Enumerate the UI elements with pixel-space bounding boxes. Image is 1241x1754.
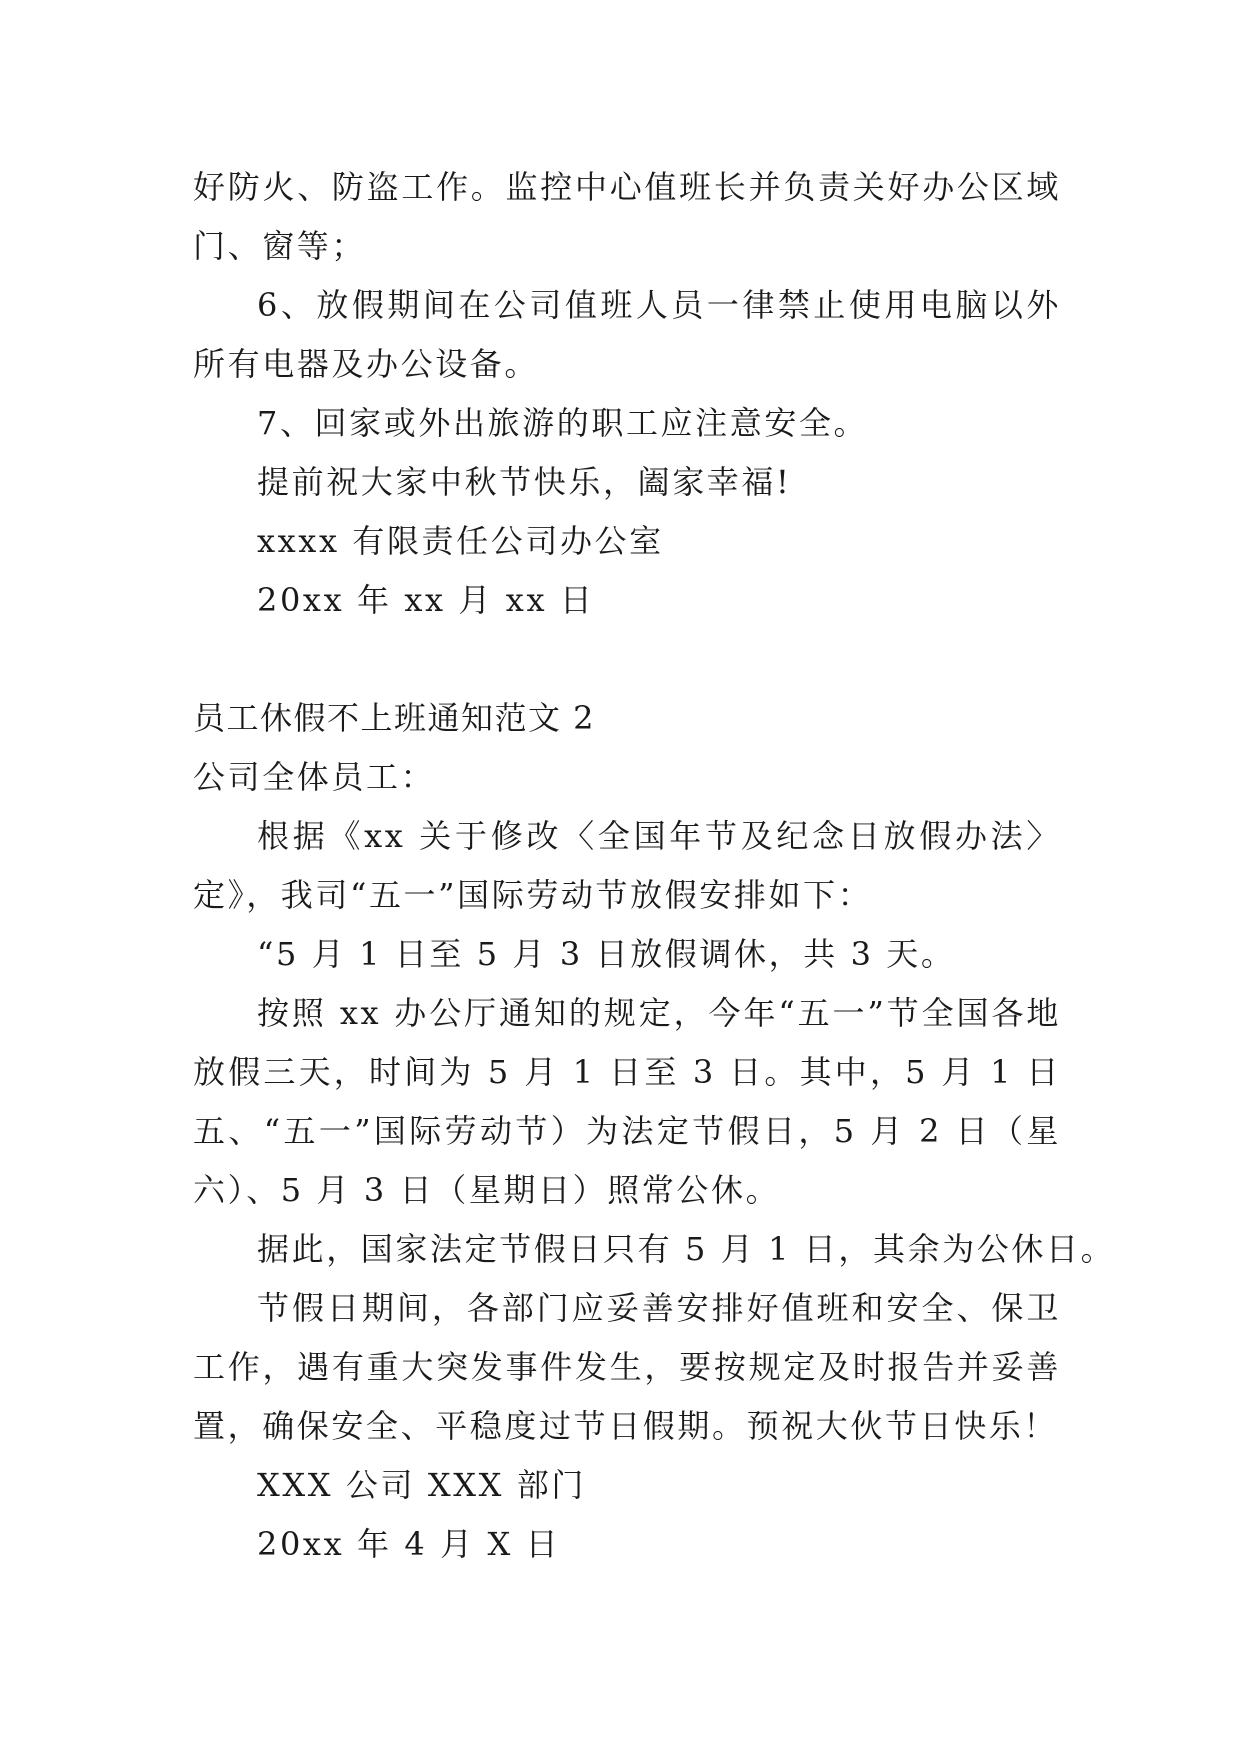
paragraph-line: 六）、5 月 3 日（星期日）照常公休。: [193, 1171, 781, 1209]
greeting-line: 提前祝大家中秋节快乐，阖家幸福!: [257, 463, 792, 501]
section-gap: [193, 630, 1061, 689]
schedule-line: “5 月 1 日至 5 月 3 日放假调休，共 3 天。: [257, 935, 956, 973]
paragraph-line: 据此，国家法定节假日只有 5 月 1 日，其余为公休日。: [257, 1230, 1116, 1268]
signature-company: xxxx 有限责任公司办公室: [257, 522, 664, 560]
document-body: [193, 158, 1116, 1574]
rule-item-7: 7、回家或外出旅游的职工应注意安全。: [257, 404, 869, 442]
paragraph-line: 节假日期间，各部门应妥善安排好值班和安全、保卫: [257, 1289, 1061, 1327]
signature-date: 20xx 年 4 月 X 日: [257, 1525, 561, 1563]
paragraph-line: 根据《xx 关于修改〈全国年节及纪念日放假办法〉: [257, 817, 1061, 855]
paragraph-line: 五、“五一”国际劳动节）为法定节假日，5 月 2 日（星: [193, 1112, 1061, 1150]
salutation: 公司全体员工：: [193, 758, 436, 796]
rule-item-6: 6、放假期间在公司值班人员一律禁止使用电脑以外: [257, 286, 1061, 324]
signature-date: 20xx 年 xx 月 xx 日: [257, 581, 595, 619]
paragraph-line: 所有电器及办公设备。: [193, 345, 540, 383]
signature-company: XXX 公司 XXX 部门: [257, 1466, 587, 1504]
section-title: 员工休假不上班通知范文 2: [193, 699, 596, 737]
paragraph-line: 定》，我司“五一”国际劳动节放假安排如下：: [193, 876, 873, 914]
paragraph-line: 按照 xx 办公厅通知的规定，今年“五一”节全国各地: [257, 994, 1061, 1032]
paragraph-line: 好防火、防盗工作。监控中心值班长并负责关好办公区域: [193, 168, 1061, 206]
paragraph-line: 放假三天，时间为 5 月 1 日至 3 日。其中，5 月 1 日: [193, 1053, 1061, 1091]
paragraph-line: 置，确保安全、平稳度过节日假期。预祝大伙节日快乐！: [193, 1407, 1059, 1445]
paragraph-line: 工作，遇有重大突发事件发生，要按规定及时报告并妥善: [193, 1348, 1061, 1386]
paragraph-line: 门、窗等；: [193, 227, 367, 265]
